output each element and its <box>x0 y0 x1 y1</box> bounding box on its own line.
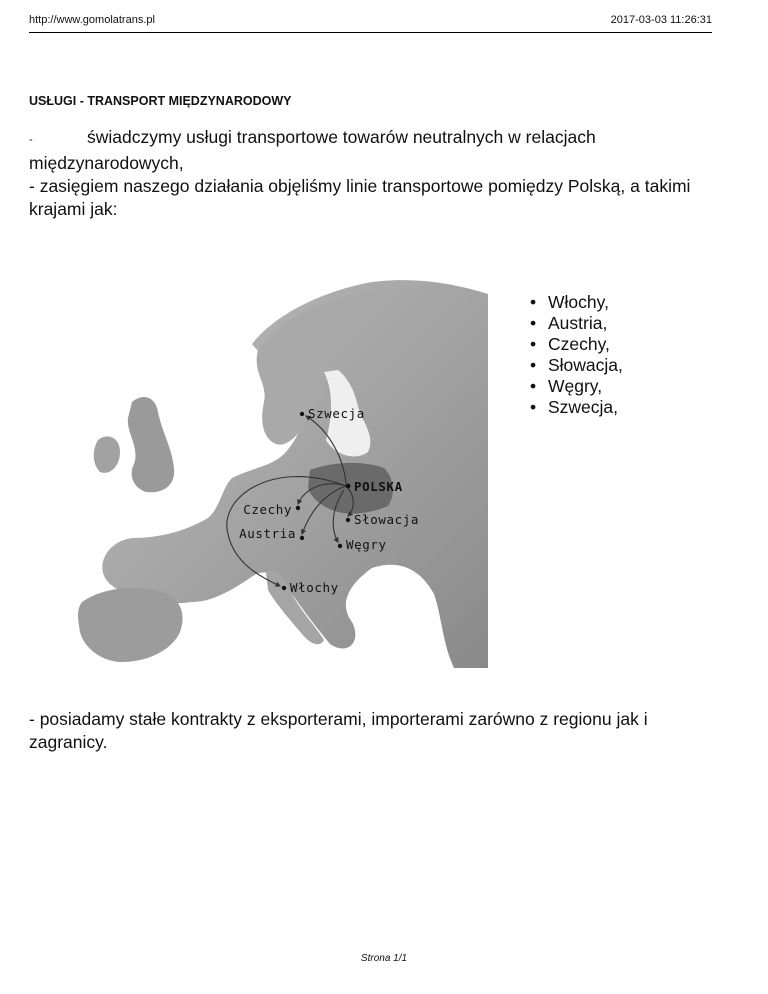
dot-wegry <box>338 544 342 548</box>
map-label-polska: POLSKA <box>354 479 403 494</box>
page-footer: Strona 1/1 <box>360 953 408 964</box>
map-label-slowacja: Słowacja <box>354 512 420 527</box>
dot-wlochy <box>282 586 286 590</box>
header-datetime: 2017-03-03 11:26:31 <box>610 14 712 26</box>
bullet-icon: • <box>530 355 537 375</box>
list-item-text: Szwecja, <box>548 397 619 417</box>
land-great-britain <box>128 397 174 492</box>
list-item-text: Słowacja, <box>548 355 623 375</box>
map-label-czechy: Czechy <box>243 502 292 517</box>
bullet-icon: • <box>530 334 537 354</box>
map-label-wlochy: Włochy <box>290 580 339 595</box>
list-item <box>528 397 623 418</box>
page-title: USŁUGI - TRANSPORT MIĘDZYNARODOWY <box>29 94 292 108</box>
paragraph-coverage-text: - zasięgiem naszego działania objęliśmy linie transportowe pomiędzy Polską, a takimi krajami jak: <box>29 176 691 219</box>
dot-austria <box>300 536 304 540</box>
map-label-wegry: Węgry <box>346 537 387 552</box>
paragraph-dash: - <box>29 134 33 146</box>
country-list <box>528 292 623 418</box>
paragraph-contracts: - posiadamy stałe kontrakty z eksporterami, importerami zarówno z regionu jak i zagranicy. <box>29 709 648 752</box>
bullet-icon: • <box>530 313 537 333</box>
dot-slowacja <box>346 518 350 522</box>
list-item <box>528 292 623 313</box>
dot-czechy <box>296 506 300 510</box>
list-item-text: Włochy, <box>548 292 609 312</box>
paragraph-services <box>29 126 719 221</box>
page-header <box>29 12 712 33</box>
list-item <box>528 313 623 334</box>
bullet-icon: • <box>530 397 537 417</box>
land-ireland <box>94 436 120 472</box>
dot-szwecja <box>300 412 304 416</box>
header-url: http://www.gomolatrans.pl <box>29 14 155 26</box>
paragraph-services-text: świadczymy usługi transportowe towarów neutralnych w relacjach międzynarodowych, <box>29 127 596 173</box>
bullet-icon: • <box>530 292 537 312</box>
list-item-text: Węgry, <box>548 376 603 396</box>
list-item <box>528 355 623 376</box>
europe-map <box>62 272 488 668</box>
map-label-austria: Austria <box>239 526 296 541</box>
list-item-text: Austria, <box>548 313 608 333</box>
list-item <box>528 334 623 355</box>
bullet-icon: • <box>530 376 537 396</box>
list-item-text: Czechy, <box>548 334 610 354</box>
land-iberia <box>78 588 183 662</box>
dot-polska <box>346 484 351 489</box>
map-label-szwecja: Szwecja <box>308 406 365 421</box>
list-item <box>528 376 623 397</box>
